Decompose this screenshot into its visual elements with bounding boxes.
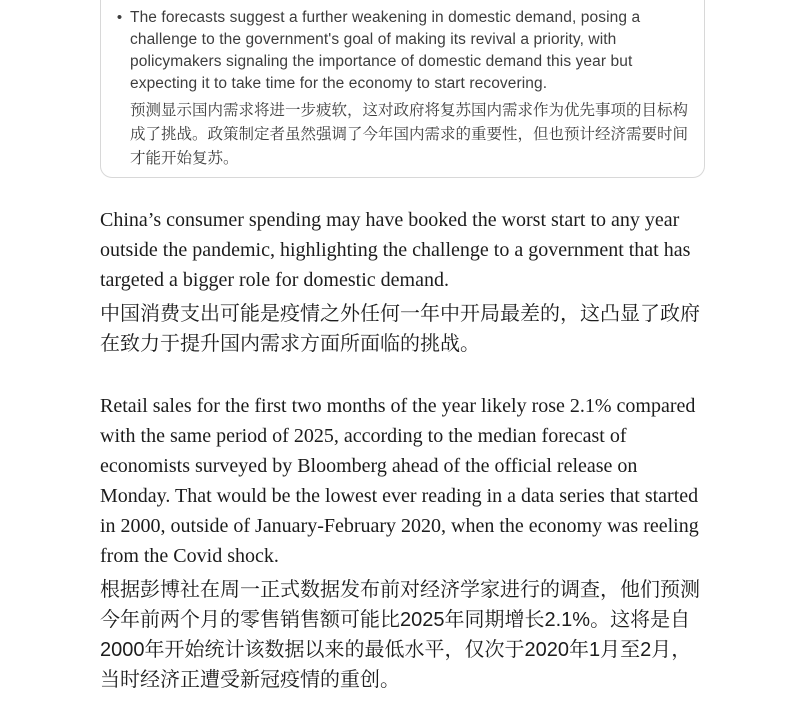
article-paragraph-en: China’s consumer spending may have booked the worst start to any year outside the pandemic, highlighting the challenge to a government that has targeted a bigger role for domestic demand. xyxy=(100,209,691,291)
summary-text-en: The forecasts suggest a further weakening in domestic demand, posing a challenge to the government's goal of making its revival a priority, with policymakers signaling the importance of domestic demand this year but expecting it to take time for the economy to start recovering. xyxy=(130,9,641,92)
summary-callout xyxy=(100,0,705,178)
summary-bullet-item xyxy=(109,7,692,95)
bullet-icon: • xyxy=(116,9,123,26)
paragraph-group-1 xyxy=(100,205,706,359)
content-column xyxy=(100,0,706,695)
summary-text-zh: 预测显示国内需求将进一步疲软，这对政府将复苏国内需求作为优先事项的目标构成了挑战。政策制定者虽然强调了今年国内需求的重要性，但也预计经济需要时间才能开始复苏。 xyxy=(130,102,689,167)
paragraph-group-2 xyxy=(100,391,706,695)
article-paragraph-en: Retail sales for the first two months of the year likely rose 2.1% compared with the same period of 2025, according to the median forecast of economists surveyed by Bloomberg ahead of the official release on Monday. That would be the lowest ever reading in a data series that started in 2000, outside of January-February 2020, when the economy was reeling from the Covid shock. xyxy=(100,395,699,567)
article-paragraph-zh: 中国消费支出可能是疫情之外任何一年中开局最差的，这凸显了政府在致力于提升国内需求方面所面临的挑战。 xyxy=(100,303,700,355)
article-paragraph-zh: 根据彭博社在周一正式数据发布前对经济学家进行的调查，他们预测今年前两个月的零售销售额可能比2025年同期增长2.1%。这将是自2000年开始统计该数据以来的最低水平，仅次于2020年1月至2月，当时经济正遭受新冠疫情的重创。 xyxy=(100,579,700,691)
